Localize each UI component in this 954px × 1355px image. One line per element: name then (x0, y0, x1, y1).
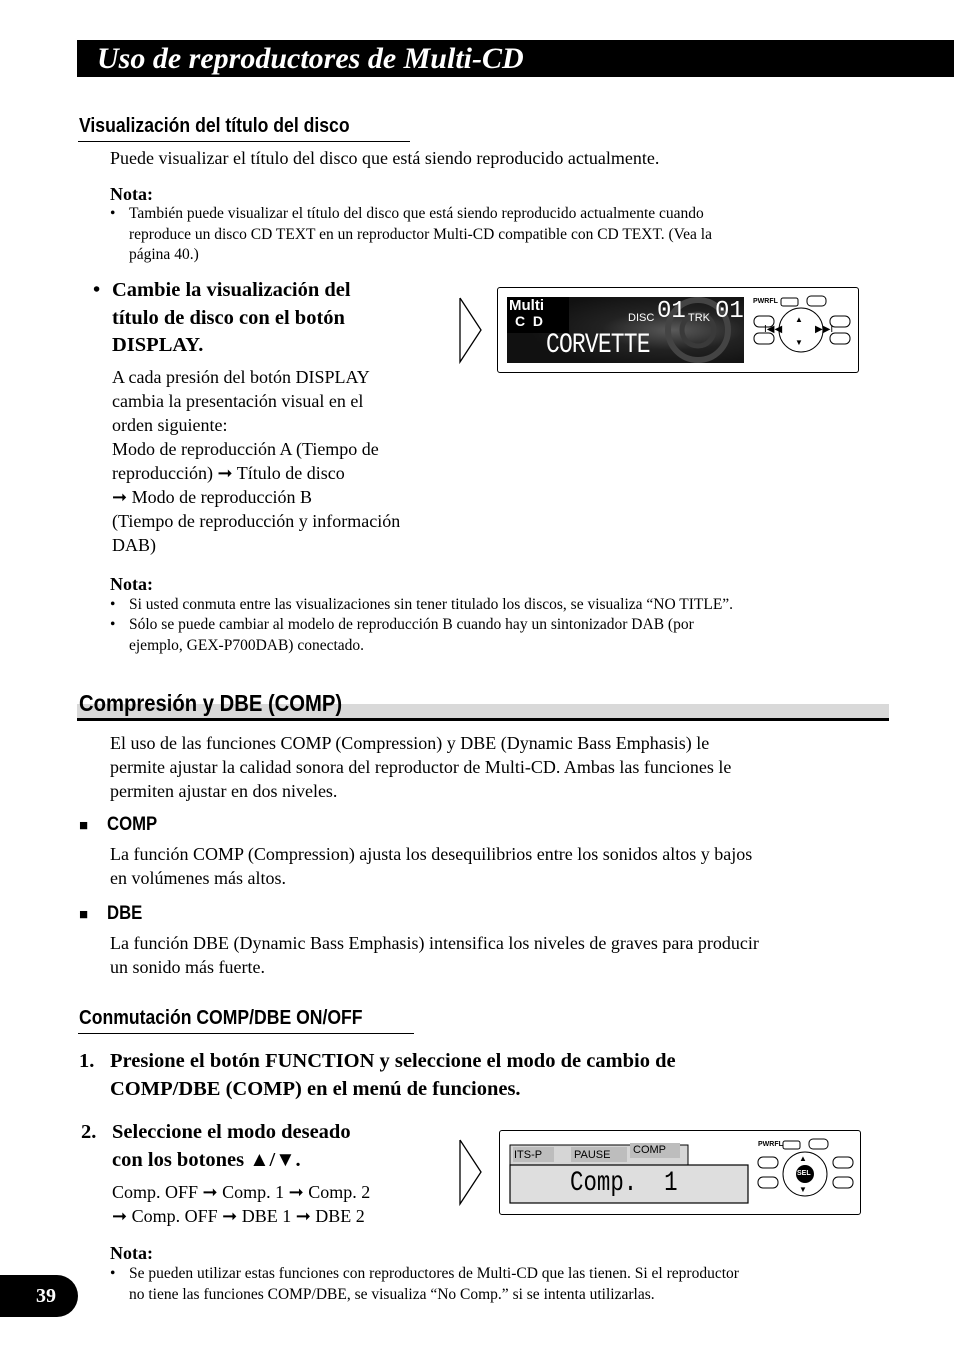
paragraph (110, 931, 880, 979)
up-arrow-icon: ▲ (795, 315, 803, 324)
paragraph (110, 842, 880, 890)
step-bullet: • (93, 279, 101, 301)
step-line: DISPLAY. (112, 334, 204, 356)
track-label: TRK (688, 312, 710, 324)
pointer-arrow-icon (458, 296, 484, 364)
disc-label: DISC (628, 312, 655, 324)
disc-title-text: CORVETTE (546, 330, 650, 361)
pwrfl-label: PWRFL (758, 1141, 783, 1148)
up-arrow-icon: ▲ (799, 1154, 807, 1163)
chapter-title: Uso de reproductores de Multi-CD (97, 42, 524, 75)
heading-underline (78, 1033, 414, 1034)
step-number: 2. (81, 1121, 97, 1143)
square-bullet-icon: ■ (79, 907, 89, 923)
down-arrow-icon: ▼ (795, 338, 803, 347)
comp-indicator: COMP (633, 1144, 666, 1156)
sequence-line: ➞ Comp. OFF ➞ DBE 1 ➞ DBE 2 (112, 1206, 365, 1226)
paragraph (110, 731, 880, 803)
its-p-indicator: ITS-P (514, 1149, 543, 1161)
desc-line: Modo de reproducción A (Tiempo de (112, 439, 379, 459)
page-number: 39 (36, 1285, 56, 1307)
para-line: El uso de las funciones COMP (Compression) y DBE (Dynamic Bass Emphasis) le (110, 733, 710, 753)
note-line: También puede visualizar el título del disco que está siendo reproducido actualmente cuando (129, 205, 704, 222)
cd-display-illustration (497, 287, 859, 373)
track-number: 01 (715, 298, 744, 325)
pwrfl-label: PWRFL (753, 298, 778, 305)
note-line: reproduce un disco CD TEXT en un reproductor Multi-CD compatible con CD TEXT. (Vea la (129, 225, 712, 243)
note-line: no tiene las funciones COMP/DBE, se visualiza “No Comp.” si se intenta utilizarlas. (129, 1285, 655, 1303)
multi-cd-logo-bottom: C D (515, 313, 543, 329)
bullet-mark: • (110, 596, 116, 613)
pointer-arrow-icon (458, 1138, 484, 1206)
comp-display-illustration (499, 1130, 861, 1215)
section-heading-comp-dbe-onoff: Conmutación COMP/DBE ON/OFF (79, 1007, 363, 1029)
step-instruction (112, 1119, 442, 1174)
step-line: COMP/DBE (COMP) en el menú de funciones. (110, 1077, 521, 1100)
bullet-mark: • (110, 1265, 116, 1282)
note-title: Nota: (110, 184, 153, 204)
down-arrow-icon: ▼ (799, 1185, 807, 1194)
note-line: página 40.) (129, 246, 199, 263)
note-title: Nota: (110, 1243, 153, 1263)
para-line: permiten ajustar en dos niveles. (110, 781, 338, 801)
subsection-heading-dbe: DBE (107, 903, 143, 924)
prev-track-icon: I◀◀ (764, 324, 783, 335)
disc-number: 01 (657, 298, 686, 325)
step-line: Presione el botón FUNCTION y seleccione el modo de cambio de (110, 1050, 676, 1072)
note-line: Si usted conmuta entre las visualizaciones sin tener titulado los discos, se visualiza “NO TITLE”. (129, 596, 734, 613)
bullet-mark: • (110, 205, 116, 222)
para-line: La función COMP (Compression) ajusta los desequilibrios entre los sonidos altos y bajos (110, 844, 753, 864)
para-line: permite ajustar la calidad sonora del reproductor de Multi-CD. Ambas las funciones le (110, 757, 732, 777)
sequence-text (112, 1180, 457, 1228)
step-line: Seleccione el modo deseado (112, 1121, 351, 1143)
note-line: Sólo se puede cambiar al modelo de reproducción B cuando hay un sintonizador DAB (por (129, 616, 694, 633)
desc-line: reproducción) ➞ Título de disco (112, 463, 345, 483)
paragraph: Puede visualizar el título del disco que está siendo reproducido actualmente. (110, 148, 660, 168)
comp-value-text: Comp. 1 (570, 1168, 678, 1199)
multi-cd-logo-top: Multi (509, 297, 544, 314)
step-instruction (112, 277, 442, 360)
section-heading-comp: Compresión y DBE (COMP) (79, 690, 343, 716)
chapter-banner (77, 40, 954, 77)
para-line: en volúmenes más altos. (110, 868, 286, 888)
note-title: Nota: (110, 574, 153, 594)
pause-indicator: PAUSE (574, 1149, 611, 1161)
step-number: 1. (79, 1050, 95, 1072)
desc-line: ➞ Modo de reproducción B (112, 487, 313, 507)
desc-line: (Tiempo de reproducción y información (112, 511, 401, 531)
bullet-mark: • (110, 616, 116, 633)
sel-button-label: SEL (797, 1170, 811, 1177)
desc-line: cambia la presentación visual en el (112, 391, 364, 411)
step-line: título de disco con el botón (112, 306, 345, 329)
note-line: Se pueden utilizar estas funciones con reproductores de Multi-CD que las tienen. Si el reproductor (129, 1265, 739, 1282)
desc-line: orden siguiente: (112, 415, 228, 435)
step-line: Cambie la visualización del (112, 279, 351, 301)
sequence-line: Comp. OFF ➞ Comp. 1 ➞ Comp. 2 (112, 1182, 371, 1202)
square-bullet-icon: ■ (79, 818, 89, 834)
next-track-icon: ▶▶I (815, 324, 834, 335)
step-description (112, 365, 457, 557)
heading-underline (78, 141, 410, 142)
desc-line: A cada presión del botón DISPLAY (112, 367, 370, 387)
note-line: ejemplo, GEX-P700DAB) conectado. (129, 636, 365, 654)
desc-line: DAB) (112, 535, 156, 555)
para-line: La función DBE (Dynamic Bass Emphasis) intensifica los niveles de graves para producir (110, 933, 759, 953)
subsection-heading-comp: COMP (107, 814, 158, 835)
para-line: un sonido más fuerte. (110, 957, 265, 977)
page-number-tab (0, 1275, 78, 1317)
section-rule (77, 718, 889, 721)
step-instruction (110, 1048, 870, 1103)
section-heading-disc-title: Visualización del título del disco (79, 115, 350, 137)
step-line: con los botones ▲/▼. (112, 1148, 301, 1171)
